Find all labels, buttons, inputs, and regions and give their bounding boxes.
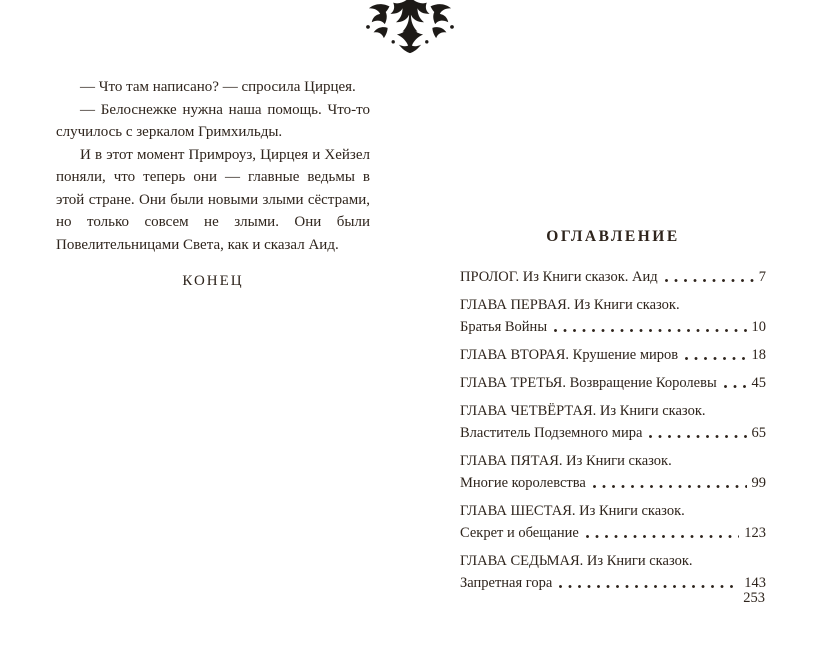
toc-entry (460, 372, 766, 394)
toc-line (460, 400, 766, 422)
toc-entry-text: ГЛАВА ШЕСТАЯ. Из Книги сказок. (460, 503, 685, 519)
toc-entry (460, 294, 766, 338)
toc-line (460, 500, 766, 522)
toc-entry-text: ГЛАВА ВТОРАЯ. Крушение миров (460, 347, 679, 363)
dot-leader (649, 435, 746, 438)
toc-entry-page: 7 (758, 269, 766, 285)
toc-entry-text: Властитель Подземного мира (460, 425, 643, 441)
toc-line (460, 316, 766, 338)
toc-entry (460, 400, 766, 444)
toc-line (460, 472, 766, 494)
toc-entry-text: Многие королевства (460, 475, 586, 491)
table-of-contents (460, 266, 766, 594)
toc-entry-text: ГЛАВА ЧЕТВЁРТАЯ. Из Книги сказок. (460, 403, 706, 419)
toc-entry-text: Братья Войны (460, 319, 548, 335)
toc-entry-text: ГЛАВА ТРЕТЬЯ. Возвращение Королевы (460, 375, 717, 391)
toc-entry (460, 550, 766, 594)
toc-entry (460, 344, 766, 366)
dot-leader (586, 535, 739, 538)
toc-entry-page: 45 (751, 375, 766, 391)
paragraph: — Что там написано? — спросила Цирцея. (80, 79, 356, 95)
page-number: 253 (743, 590, 765, 606)
toc-entry-page: 65 (751, 425, 766, 441)
toc-line (460, 372, 766, 394)
toc-entry-page: 143 (744, 575, 766, 591)
toc-line (460, 344, 766, 366)
toc-line (460, 422, 766, 444)
toc-entry-text: ПРОЛОГ. Из Книги сказок. Аид (460, 269, 658, 285)
paragraph: — Белоснежке нужна наша помощь. Что-то случилось с зеркалом Гримхильды. (56, 101, 370, 140)
damask-ornament-icon (354, 0, 466, 55)
toc-entry-text: Секрет и обещание (460, 525, 579, 541)
toc-entry-text: ГЛАВА ПЕРВАЯ. Из Книги сказок. (460, 297, 680, 313)
toc-entry-text: ГЛАВА ПЯТАЯ. Из Книги сказок. (460, 453, 672, 469)
toc-entry-page: 18 (751, 347, 766, 363)
toc-entry (460, 450, 766, 494)
toc-entry-page: 99 (751, 475, 766, 491)
dot-leader (685, 357, 746, 360)
toc-line (460, 450, 766, 472)
toc-line (460, 266, 766, 288)
toc-entry (460, 500, 766, 544)
toc-line (460, 294, 766, 316)
toc-line (460, 572, 766, 594)
toc-entry-page: 123 (744, 525, 766, 541)
dot-leader (724, 385, 747, 388)
dot-leader (665, 279, 754, 282)
toc-title: ОГЛАВЛЕНИЕ (546, 228, 680, 245)
toc-line (460, 522, 766, 544)
toc-entry-page: 10 (751, 319, 766, 335)
dot-leader (554, 329, 746, 332)
left-page (56, 76, 370, 293)
dot-leader (559, 585, 739, 588)
right-page (460, 228, 766, 600)
toc-entry-text: ГЛАВА СЕДЬМАЯ. Из Книги сказок. (460, 553, 693, 569)
dot-leader (593, 485, 747, 488)
paragraph: И в этот момент Примроуз, Цирцея и Хейзел поняли, что теперь они — главные ведьмы в этой стране. Они были новыми злыми сёстрами, но только совсем не злыми. Они были Повелительницами Света, как и сказал Аид. (56, 146, 370, 253)
toc-line (460, 550, 766, 572)
toc-entry (460, 266, 766, 288)
the-end-label: КОНЕЦ (182, 273, 244, 289)
toc-entry-text: Запретная гора (460, 575, 553, 591)
